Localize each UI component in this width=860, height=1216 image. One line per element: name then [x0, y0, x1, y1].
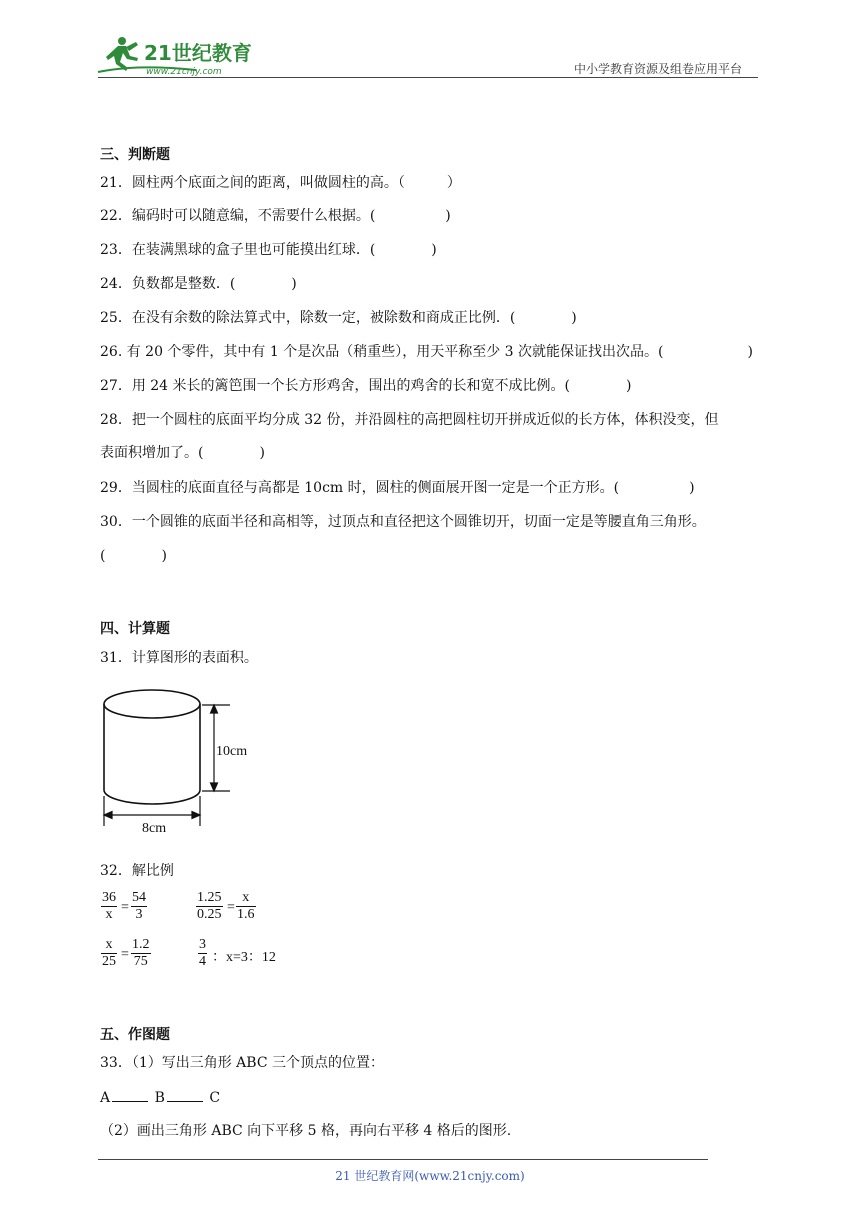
question-32: 32．解比例: [100, 863, 174, 879]
eq4-denominator: 4: [199, 954, 206, 969]
eq4-rest: ：x=3：12: [212, 950, 276, 965]
eq3-right-denominator: 75: [131, 953, 151, 970]
question-29: 29．当圆柱的底面直径与高都是 10cm 时，圆柱的侧面展开图一定是一个正方形。( ): [100, 480, 695, 496]
section-title-calculation: 四、计算题: [100, 621, 170, 637]
eq2-left-numerator: 1.25: [197, 890, 222, 905]
question-23: 23．在装满黑球的盒子里也可能摸出红球．( ): [100, 242, 437, 258]
eq4-numerator: 3: [199, 937, 206, 952]
eq1-left-numerator: 36: [102, 890, 116, 905]
eq3-left-numerator: x: [105, 937, 113, 952]
question-31: 31．计算图形的表面积。: [100, 650, 258, 666]
vertex-b-label: B: [154, 1090, 165, 1106]
question-24: 24．负数都是整数．( ): [100, 276, 297, 292]
question-30-line2: ( ): [100, 548, 167, 564]
question-25: 25．在没有余数的除法算式中，除数一定，被除数和商成正比例．( ): [100, 310, 577, 326]
section-title-judgement: 三、判断题: [100, 147, 170, 163]
question-33-answers: [100, 1087, 220, 1108]
question-33-part2: （2）画出三角形 ABC 向下平移 5 格，再向右平移 4 格后的图形.: [100, 1123, 512, 1139]
eq2-right-denominator: 1.6: [237, 907, 255, 922]
question-28-line1: 28．把一个圆柱的底面平均分成 32 份，并沿圆柱的高把圆柱切开拼成近似的长方体，体积没变，但: [100, 412, 719, 428]
eq2-left-fraction: [196, 890, 223, 923]
height-label: 10cm: [216, 744, 248, 759]
eq1-left-denominator: x: [101, 906, 117, 923]
question-22: 22．编码时可以随意编，不需要什么根据。( ): [100, 208, 451, 224]
eq2-left-denominator: 0.25: [197, 907, 222, 922]
question-33-part1: 33．（1）写出三角形 ABC 三个顶点的位置：: [100, 1055, 384, 1071]
header-divider: [98, 77, 758, 78]
eq3-equals: =: [121, 947, 129, 962]
runner-icon: [106, 37, 138, 71]
question-28-line2: 表面积增加了。( ): [100, 445, 265, 461]
platform-name: 中小学教育资源及组卷应用平台: [574, 62, 743, 76]
diameter-label: 8cm: [142, 821, 167, 834]
section-title-drawing: 五、作图题: [100, 1027, 170, 1043]
logo-main-text: 21世纪教育: [144, 41, 252, 65]
eq1-left-fraction: [101, 890, 117, 923]
eq3-right-numerator: 1.2: [132, 937, 150, 952]
vertex-b-blank[interactable]: [167, 1087, 203, 1102]
eq1-right-denominator: 3: [131, 906, 147, 923]
eq1-equals: =: [121, 900, 129, 915]
logo: [96, 34, 266, 78]
eq1-right-fraction: [131, 890, 147, 923]
eq1-right-numerator: 54: [132, 890, 146, 905]
eq4-fraction: [198, 937, 207, 970]
footer-text: 21 世纪教育网(www.21cnjy.com): [335, 1169, 525, 1183]
vertex-a-label: A: [100, 1090, 111, 1106]
cylinder-figure: [96, 684, 266, 834]
eq3-left-denominator: 25: [102, 954, 116, 969]
vertex-c-label: C: [209, 1090, 221, 1106]
question-27: 27．用 24 米长的篱笆围一个长方形鸡舍，围出的鸡舍的长和宽不成比例。( ): [100, 378, 632, 394]
eq3-left-fraction: [101, 937, 117, 970]
footer-divider: [98, 1159, 708, 1160]
vertex-a-blank[interactable]: [112, 1087, 148, 1102]
eq3-right-fraction: [131, 937, 151, 970]
logo-sub-text: www.21cnjy.com: [146, 67, 222, 77]
question-30-line1: 30．一个圆锥的底面半径和高相等，过顶点和直径把这个圆锥切开，切面一定是等腰直角三角形。: [100, 514, 706, 530]
question-26: 26. 有 20 个零件，其中有 1 个是次品（稍重些），用天平称至少 3 次就能保证找出次品。( ): [100, 344, 753, 360]
question-21: 21．圆柱两个底面之间的距离，叫做圆柱的高。（ ）: [100, 175, 461, 191]
eq2-right-numerator: x: [242, 890, 250, 905]
eq2-equals: =: [227, 900, 235, 915]
eq2-right-fraction: [236, 890, 256, 923]
